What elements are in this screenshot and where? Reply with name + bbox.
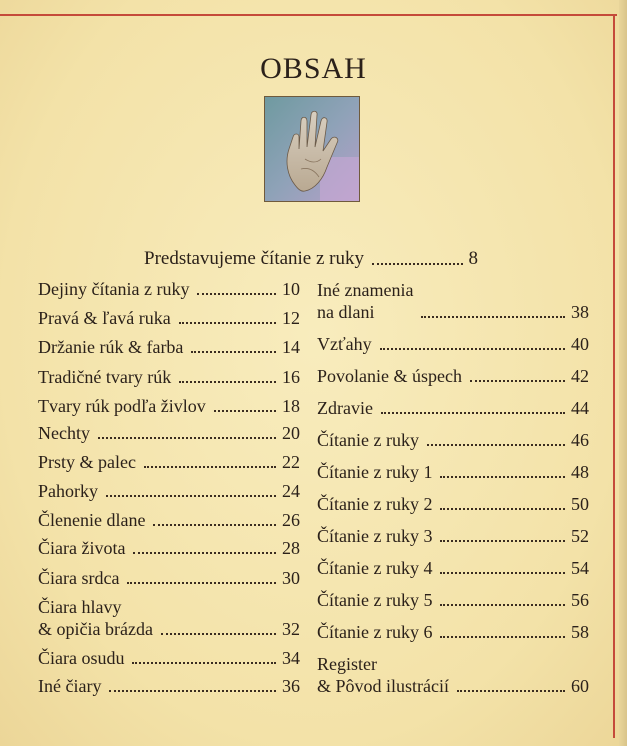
toc-entry-page: 18: [282, 396, 300, 416]
toc-entry-page: 44: [571, 398, 589, 418]
toc-entry-page: 30: [282, 568, 300, 588]
toc-entry-page: 54: [571, 558, 589, 578]
dot-leader: [98, 437, 276, 439]
toc-entry-label: [38, 480, 98, 502]
toc-entry-label-line: Povolanie & úspech: [317, 366, 462, 386]
toc-entry[interactable]: [317, 653, 589, 697]
dot-leader: [457, 690, 565, 692]
toc-entry-label: [38, 567, 119, 589]
toc-entry-label-line: Prsty & palec: [38, 452, 136, 472]
toc-entry-label: [38, 537, 125, 559]
dot-leader: [440, 540, 565, 542]
toc-entry[interactable]: [38, 307, 300, 329]
toc-entry-label: [38, 596, 153, 640]
toc-intro-entry[interactable]: [144, 248, 478, 270]
hand-icon: [265, 97, 360, 202]
toc-entry-label-line: Zdravie: [317, 398, 373, 418]
toc-entry-label-line: Čítanie z ruky 1: [317, 462, 433, 482]
toc-entry-label-line: Čiara hlavy: [38, 597, 122, 617]
toc-entry-label-line: Čiara srdca: [38, 568, 120, 588]
dot-leader: [133, 552, 276, 554]
toc-entry-page: 40: [571, 334, 589, 354]
toc-entry-label: [38, 395, 206, 417]
toc-entry[interactable]: [317, 461, 589, 483]
toc-entry-label-line: Čítanie z ruky 5: [317, 590, 433, 610]
dot-leader: [179, 322, 276, 324]
toc-entry-page: 20: [282, 423, 300, 443]
toc-entry-label: [317, 461, 432, 483]
toc-entry[interactable]: [38, 537, 300, 559]
toc-entry-page: 38: [571, 302, 589, 322]
toc-entry-label: [38, 366, 171, 388]
dot-leader: [179, 381, 276, 383]
toc-entry-label-line: Register: [317, 654, 377, 674]
toc-entry-label: [38, 336, 183, 358]
dot-leader: [470, 380, 565, 382]
page-edge: [619, 0, 627, 746]
toc-entry-label-line: Čítanie z ruky 3: [317, 526, 433, 546]
dot-leader: [440, 476, 565, 478]
toc-entry[interactable]: [38, 675, 300, 697]
page-title: OBSAH: [260, 52, 367, 85]
toc-entry[interactable]: [317, 493, 589, 515]
toc-entry-page: 28: [282, 538, 300, 558]
toc-entry-label-line: Čítanie z ruky 6: [317, 622, 433, 642]
toc-entry[interactable]: [38, 567, 300, 589]
toc-entry-label: [38, 451, 136, 473]
toc-entry-label: [317, 365, 462, 387]
dot-leader: [197, 293, 276, 295]
toc-entry-label-line: na dlani: [317, 302, 375, 322]
toc-entry[interactable]: [38, 395, 300, 417]
toc-entry[interactable]: [38, 336, 300, 358]
toc-entry-page: 42: [571, 366, 589, 386]
toc-entry-label-line: Pravá & ľavá ruka: [38, 308, 171, 328]
toc-entry[interactable]: [317, 621, 589, 643]
toc-entry[interactable]: [38, 366, 300, 388]
toc-entry[interactable]: [317, 279, 589, 323]
dot-leader: [421, 316, 565, 318]
toc-entry-label-line: Tvary rúk podľa živlov: [38, 396, 206, 416]
toc-entry-label-line: Dejiny čítania z ruky: [38, 279, 190, 299]
toc-entry[interactable]: [317, 557, 589, 579]
toc-entry[interactable]: [317, 589, 589, 611]
toc-entry[interactable]: [38, 278, 300, 300]
toc-entry-page: 50: [571, 494, 589, 514]
dot-leader: [440, 604, 565, 606]
toc-entry-label-line: Čiara osudu: [38, 648, 125, 668]
toc-entry-page: 14: [282, 337, 300, 357]
toc-entry-label: [317, 557, 432, 579]
toc-entry-label: [317, 653, 449, 697]
toc-entry-label: [317, 621, 432, 643]
toc-entry-page: 36: [282, 676, 300, 696]
dot-leader: [381, 412, 565, 414]
dot-leader: [109, 690, 276, 692]
toc-entry-page: 32: [282, 619, 300, 639]
toc-entry-page: 46: [571, 430, 589, 450]
dot-leader: [191, 351, 276, 353]
toc-entry[interactable]: [38, 480, 300, 502]
right-border-line: [613, 14, 615, 738]
toc-entry-label-line: & opičia brázda: [38, 619, 153, 639]
top-border-line: [0, 14, 617, 16]
toc-entry-label: [38, 422, 90, 444]
toc-entry-label-line: Držanie rúk & farba: [38, 337, 184, 357]
toc-entry-page: 52: [571, 526, 589, 546]
dot-leader: [153, 524, 276, 526]
toc-entry-page: 24: [282, 481, 300, 501]
toc-entry[interactable]: [317, 525, 589, 547]
toc-entry-page: 60: [571, 676, 589, 696]
toc-entry[interactable]: [38, 422, 300, 444]
dot-leader: [440, 636, 565, 638]
toc-entry-label-line: Iné znamenia: [317, 280, 414, 300]
toc-entry[interactable]: [38, 647, 300, 669]
toc-entry-label-line: Členenie dlane: [38, 510, 146, 530]
toc-entry[interactable]: [317, 397, 589, 419]
toc-entry-label: [317, 525, 432, 547]
dot-leader: [132, 662, 276, 664]
toc-entry-label: [38, 647, 124, 669]
toc-entry-label-line: & Pôvod ilustrácií: [317, 676, 449, 696]
toc-entry-page: 58: [571, 622, 589, 642]
toc-entry-label-line: Vzťahy: [317, 334, 372, 354]
toc-entry-label-line: Nechty: [38, 423, 90, 443]
toc-entry-label-line: Iné čiary: [38, 676, 102, 696]
toc-entry[interactable]: [38, 596, 300, 640]
toc-entry[interactable]: [317, 333, 589, 355]
toc-entry[interactable]: [38, 509, 300, 531]
toc-entry-label: [317, 493, 432, 515]
toc-entry-label: [38, 307, 171, 329]
dot-leader: [106, 495, 276, 497]
hand-illustration: [264, 96, 360, 202]
toc-intro-page: 8: [468, 248, 478, 269]
toc-entry-label-line: Pahorky: [38, 481, 98, 501]
toc-entry-label: [317, 333, 372, 355]
toc-entry-label-line: Tradičné tvary rúk: [38, 367, 172, 387]
toc-entry-label: [317, 429, 419, 451]
toc-entry-label: [317, 397, 373, 419]
dot-leader: [144, 466, 276, 468]
dot-leader: [380, 348, 565, 350]
toc-entry-page: 22: [282, 452, 300, 472]
toc-entry-label-line: Čítanie z ruky 2: [317, 494, 433, 514]
toc-entry[interactable]: [317, 429, 589, 451]
toc-entry-label: [38, 278, 189, 300]
dot-leader: [214, 410, 276, 412]
toc-entry-label: [317, 279, 413, 323]
dot-leader: [372, 263, 462, 265]
toc-entry-label-line: Čítanie z ruky 4: [317, 558, 433, 578]
toc-entry-page: 26: [282, 510, 300, 530]
toc-entry-label: [38, 509, 145, 531]
toc-entry-page: 10: [282, 279, 300, 299]
toc-entry-label: [317, 589, 432, 611]
dot-leader: [440, 508, 565, 510]
toc-entry-label: [38, 675, 101, 697]
toc-entry[interactable]: [38, 451, 300, 473]
toc-entry-page: 56: [571, 590, 589, 610]
toc-entry-label-line: Čítanie z ruky: [317, 430, 419, 450]
toc-entry-page: 34: [282, 648, 300, 668]
toc-entry[interactable]: [317, 365, 589, 387]
toc-entry-label-line: Čiara života: [38, 538, 126, 558]
toc-intro-label: Predstavujeme čítanie z ruky: [144, 248, 365, 269]
dot-leader: [127, 582, 276, 584]
toc-entry-page: 48: [571, 462, 589, 482]
toc-entry-page: 12: [282, 308, 300, 328]
dot-leader: [440, 572, 565, 574]
dot-leader: [427, 444, 565, 446]
toc-entry-page: 16: [282, 367, 300, 387]
dot-leader: [161, 633, 276, 635]
